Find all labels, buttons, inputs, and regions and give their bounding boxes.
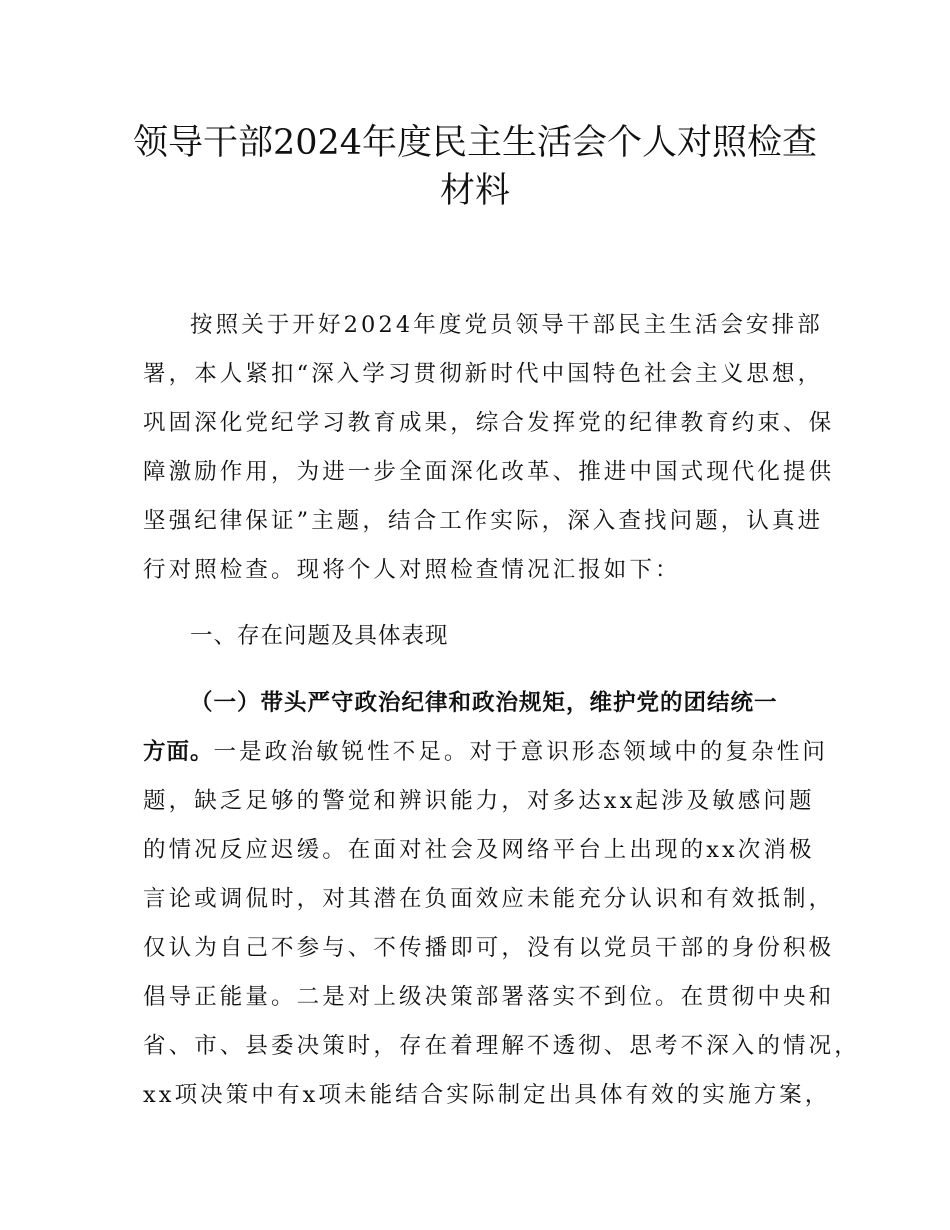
- intro-line: 巩固深化党纪学习教育成果，综合发挥党的纪律教育约束、保: [143, 410, 835, 436]
- document-title-line-2: 材料: [439, 171, 510, 211]
- intro-line: 坚强纪律保证”主题，结合工作实际，深入查找问题，认真进: [143, 508, 824, 534]
- subsection-line: [143, 737, 828, 767]
- subsection-line: 倡导正能量。二是对上级决策部署落实不到位。在贯彻中央和: [143, 984, 835, 1010]
- subsection-line: 的情况反应迟缓。在面对社会及网络平台上出现的xx次消极: [143, 837, 815, 863]
- subsection-text: 一是政治敏锐性不足。对于意识形态领域中的复杂性问: [213, 739, 828, 765]
- subsection-line: 仅认为自己不参与、不传播即可，没有以党员干部的身份积极: [143, 935, 835, 961]
- document-title-line-1: 领导干部2024年度民主生活会个人对照检查: [132, 123, 818, 163]
- intro-line: 署，本人紧扣“深入学习贯彻新时代中国特色社会主义思想，: [143, 361, 824, 387]
- intro-line: 行对照检查。现将个人对照检查情况汇报如下：: [143, 557, 681, 583]
- subsection-heading-end: 方面。: [143, 739, 214, 765]
- intro-line: 按照关于开好2024年度党员领导干部民主生活会安排部: [190, 312, 823, 338]
- subsection-line: 省、市、县委决策时，存在着理解不透彻、思考不深入的情况，: [143, 1033, 860, 1059]
- subsection-line: 言论或调侃时，对其潜在负面效应未能充分认识和有效抵制，: [143, 886, 835, 912]
- intro-line: 障激励作用，为进一步全面深化改革、推进中国式现代化提供: [143, 459, 835, 485]
- subsection-line: xx项决策中有x项未能结合实际制定出具体有效的实施方案，: [143, 1082, 831, 1108]
- subsection-line: 题，缺乏足够的警觉和辨识能力，对多达xx起涉及敏感问题: [143, 788, 815, 814]
- section-heading: 一、存在问题及具体表现: [190, 623, 449, 649]
- subsection-heading: （一）带头严守政治纪律和政治规矩，维护党的团结统一: [190, 690, 778, 716]
